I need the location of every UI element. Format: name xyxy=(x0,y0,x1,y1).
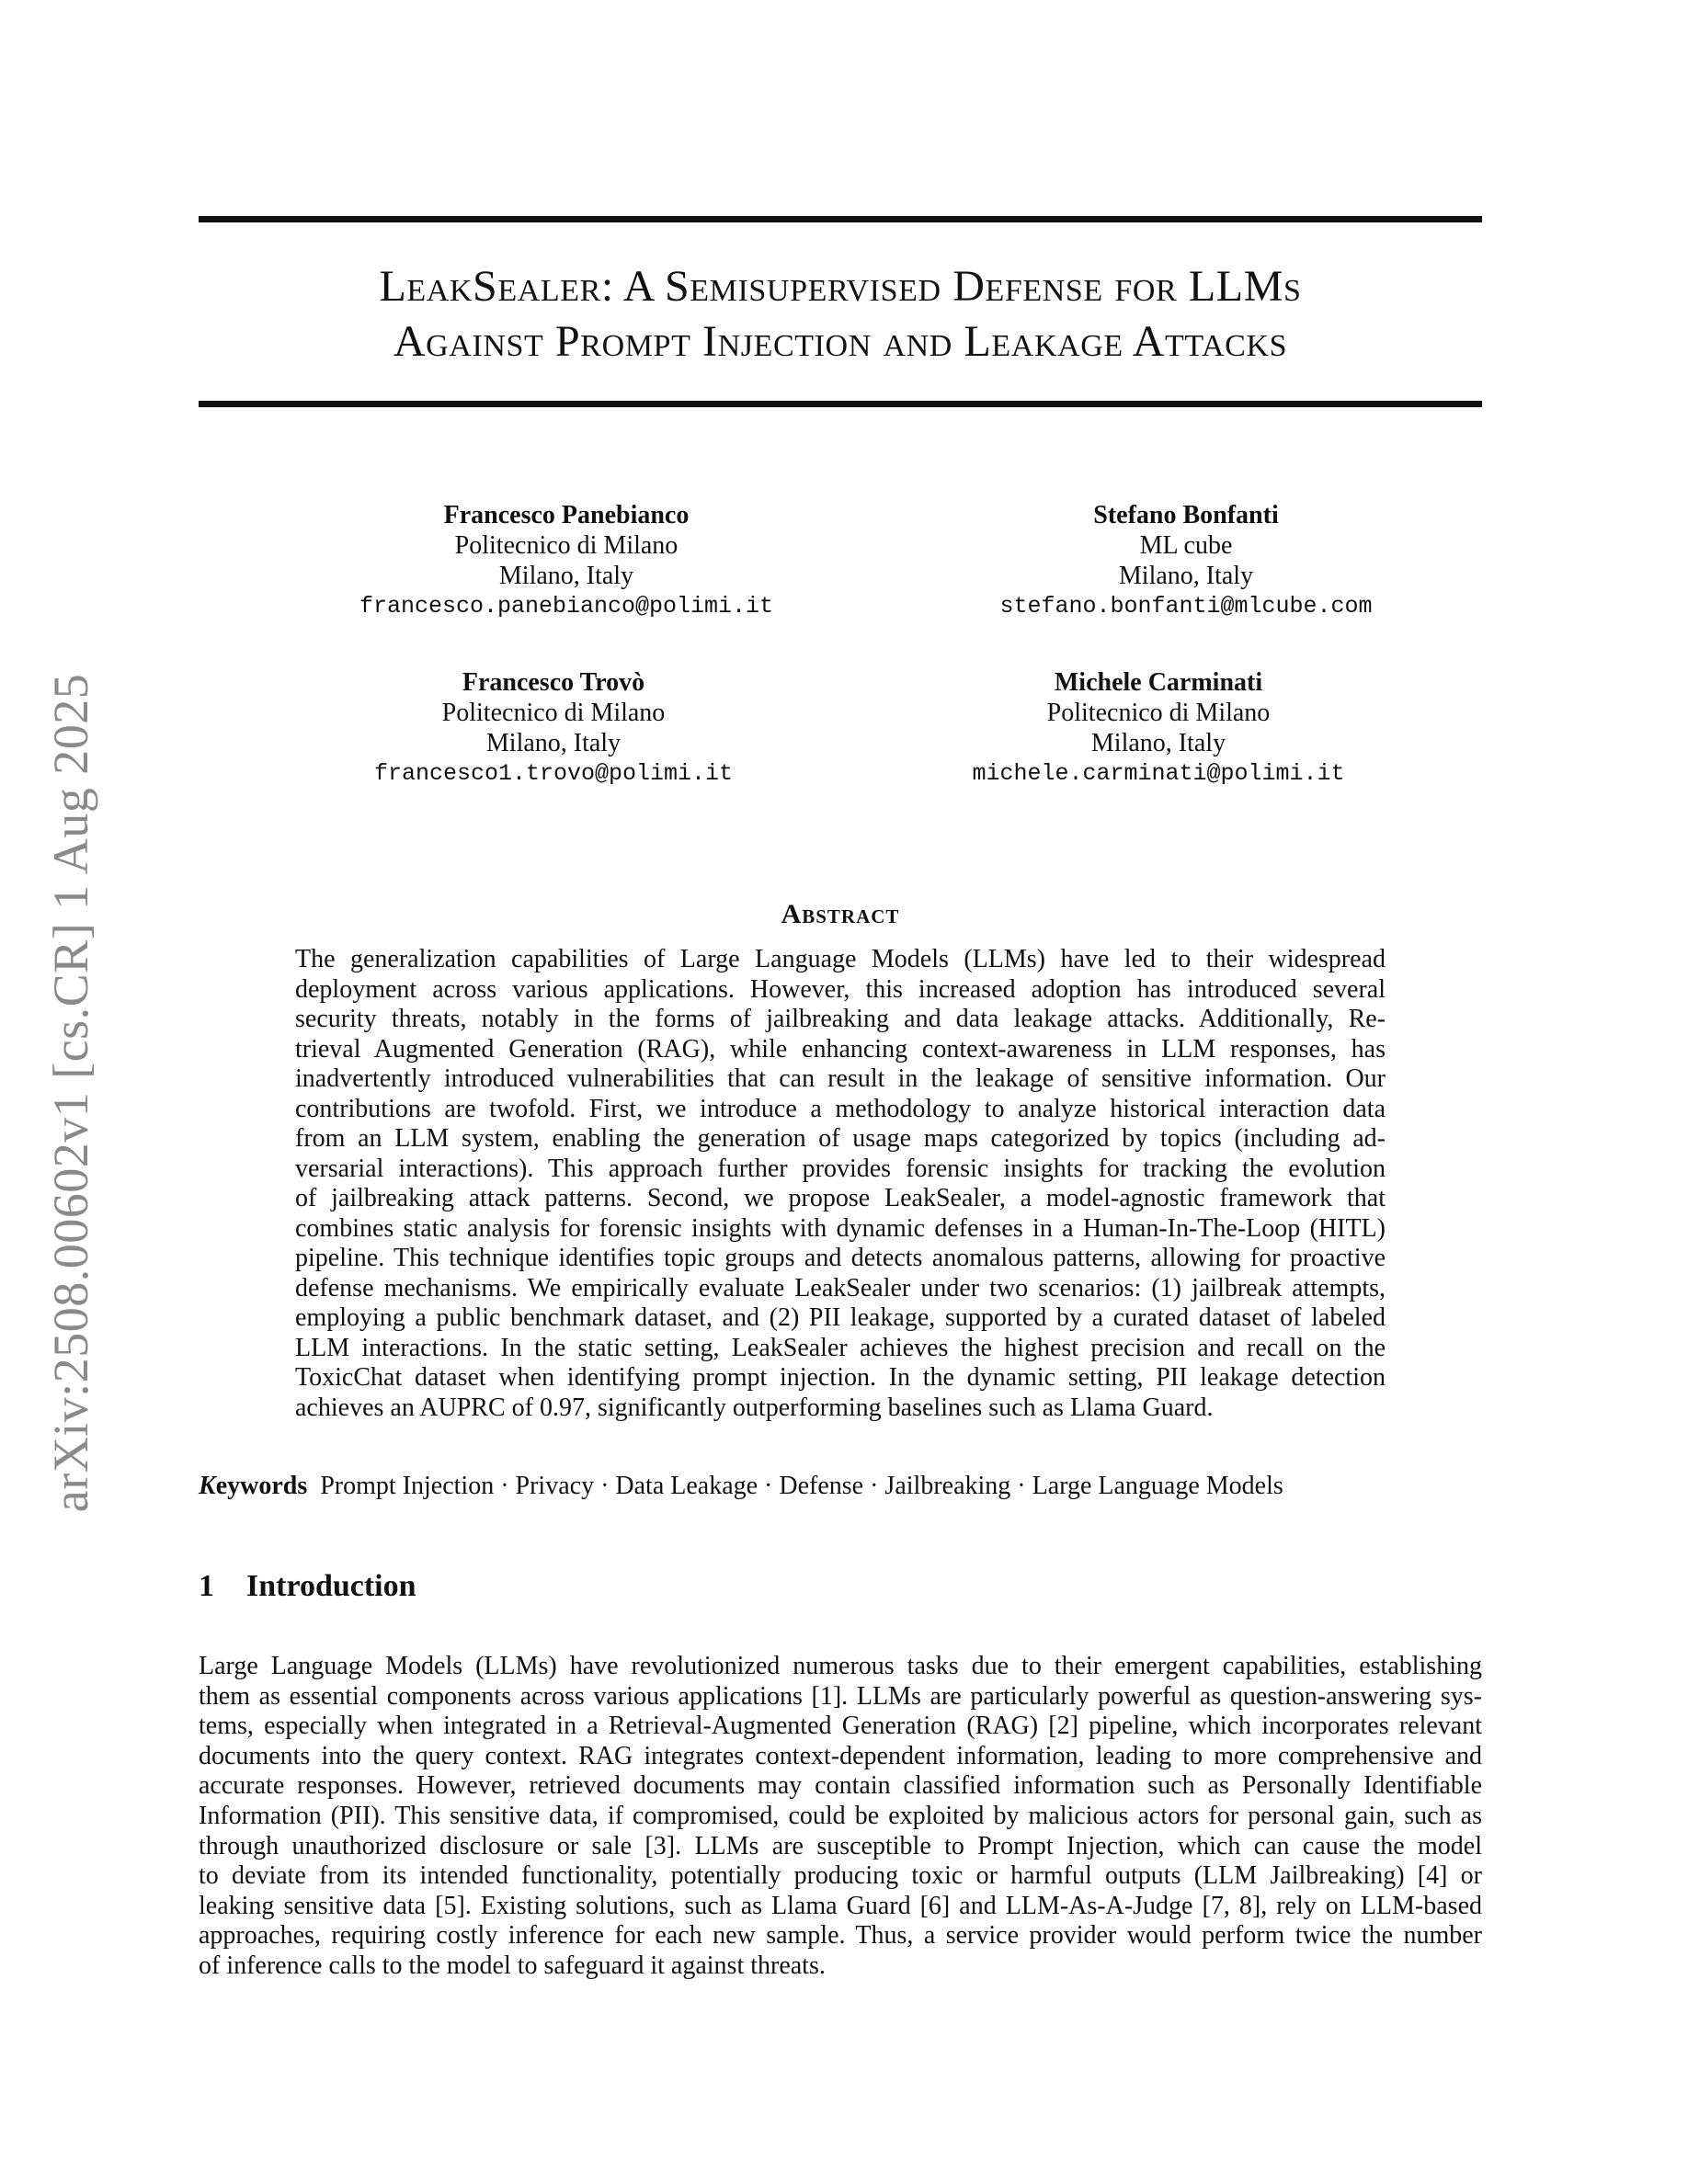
title-rule-bottom xyxy=(199,401,1482,407)
keywords-list: Prompt Injection · Privacy · Data Leakage · Defense · Jailbreaking · Large Language Models xyxy=(320,1472,1283,1500)
keywords-line xyxy=(199,1471,1283,1502)
author-block xyxy=(901,667,1416,789)
body-line: approaches, requiring costly inference for each new sample. Thus, a service provider would perform twice the number xyxy=(199,1921,1482,1951)
abstract-line: The generalization capabilities of Large Language Models (LLMs) have led to their widespread xyxy=(295,945,1386,973)
abstract-line: security threats, notably in the forms of jailbreaking and data leakage attacks. Additionally, Re- xyxy=(295,1005,1386,1033)
author-name: Francesco Trovò xyxy=(462,668,645,697)
paper-title-line-1: LeakSealer: A Semisupervised Defense for LLMs xyxy=(379,262,1302,311)
body-line: tems, especially when integrated in a Retrieval-Augmented Generation (RAG) [2] pipeline, which incorporates relevant xyxy=(199,1712,1482,1741)
body-line: accurate responses. However, retrieved documents may contain classified information such as Personally Identifiable xyxy=(199,1771,1482,1801)
body-line: to deviate from its intended functionality, potentially producing toxic or harmful outputs (LLM Jailbreaking) [4] or xyxy=(199,1861,1482,1891)
abstract-line: from an LLM system, enabling the generation of usage maps categorized by topics (including ad- xyxy=(295,1124,1386,1153)
abstract-line: trieval Augmented Generation (RAG), while enhancing context-awareness in LLM responses, has xyxy=(295,1034,1386,1064)
section-heading-introduction xyxy=(199,1568,416,1605)
body-line: leaking sensitive data [5]. Existing solutions, such as Llama Guard [6] and LLM-As-A-Judge [7, 8], rely on LLM-based xyxy=(199,1891,1482,1920)
author-location: Milano, Italy xyxy=(498,562,634,590)
abstract-line: achieves an AUPRC of 0.97, significantly outperforming baselines such as Llama Guard. xyxy=(295,1393,1214,1422)
title-rule-top xyxy=(199,216,1482,222)
section-title: Introduction xyxy=(246,1569,416,1603)
abstract-line: LLM interactions. In the static setting, LeakSealer achieves the highest precision and recall on the xyxy=(295,1333,1386,1362)
abstract-line: deployment across various applications. However, this increased adoption has introduced several xyxy=(295,974,1386,1004)
body-line: them as essential components across various applications [1]. LLMs are particularly powerful as question-answering sys- xyxy=(199,1681,1482,1711)
keywords-label: Keywords xyxy=(199,1472,308,1500)
abstract-line: ToxicChat dataset when identifying prompt injection. In the dynamic setting, PII leakage detection xyxy=(295,1363,1386,1392)
abstract-line: employing a public benchmark dataset, and (2) PII leakage, supported by a curated dataset of labeled xyxy=(295,1303,1386,1332)
body-line: through unauthorized disclosure or sale [3]. LLMs are susceptible to Prompt Injection, which can cause the model xyxy=(199,1831,1482,1860)
body-line: Large Language Models (LLMs) have revolutionized numerous tasks due to their emergent capabilities, establishing xyxy=(199,1652,1482,1680)
introduction-body xyxy=(199,1652,1482,1982)
author-name: Michele Carminati xyxy=(1054,668,1263,697)
author-block xyxy=(309,500,824,621)
body-line: of inference calls to the model to safeguard it against threats. xyxy=(199,1951,826,1980)
author-location: Milano, Italy xyxy=(1118,562,1254,590)
author-email[interactable]: michele.carminati@polimi.it xyxy=(972,760,1345,787)
section-number: 1 xyxy=(199,1569,214,1603)
paper-title xyxy=(199,259,1482,370)
abstract-line: contributions are twofold. First, we introduce a methodology to analyze historical interaction data xyxy=(295,1094,1386,1123)
body-line: Information (PII). This sensitive data, if compromised, could be exploited by malicious actors for personal gain, such as xyxy=(199,1801,1482,1830)
body-line: documents into the query context. RAG integrates context-dependent information, leading to more comprehensive and xyxy=(199,1741,1482,1770)
abstract-heading: Abstract xyxy=(781,899,900,929)
author-affiliation: Politecnico di Milano xyxy=(441,699,666,727)
author-affiliation: Politecnico di Milano xyxy=(454,531,679,560)
author-name: Stefano Bonfanti xyxy=(1093,501,1279,529)
author-email[interactable]: stefano.bonfanti@mlcube.com xyxy=(999,593,1373,620)
author-name: Francesco Panebianco xyxy=(443,501,690,529)
abstract-line: of jailbreaking attack patterns. Second, we propose LeakSealer, a model-agnostic framework that xyxy=(295,1184,1386,1212)
abstract-line: combines static analysis for forensic insights with dynamic defenses in a Human-In-The-Loop (HITL) xyxy=(295,1213,1386,1243)
abstract-line: versarial interactions). This approach further provides forensic insights for tracking the evolution xyxy=(295,1154,1386,1183)
author-location: Milano, Italy xyxy=(485,729,622,757)
author-block xyxy=(929,500,1443,621)
author-affiliation: ML cube xyxy=(1139,531,1233,560)
author-email[interactable]: francesco1.trovo@polimi.it xyxy=(373,760,734,787)
author-email[interactable]: francesco.panebianco@polimi.it xyxy=(359,593,774,620)
author-block xyxy=(296,667,811,789)
abstract-line: pipeline. This technique identifies topic groups and detects anomalous patterns, allowing for proactive xyxy=(295,1244,1386,1272)
author-location: Milano, Italy xyxy=(1090,729,1226,757)
abstract-line: defense mechanisms. We empirically evaluate LeakSealer under two scenarios: (1) jailbreak attempts, xyxy=(295,1273,1386,1302)
paper-title-line-2: Against Prompt Injection and Leakage Attacks xyxy=(393,317,1288,366)
abstract-line: inadvertently introduced vulnerabilities that can result in the leakage of sensitive information. Our xyxy=(295,1064,1386,1093)
author-affiliation: Politecnico di Milano xyxy=(1046,699,1271,727)
abstract-body xyxy=(295,945,1386,1423)
arxiv-identifier-stamp: arXiv:2508.00602v1 [cs.CR] 1 Aug 2025 xyxy=(43,673,98,1513)
